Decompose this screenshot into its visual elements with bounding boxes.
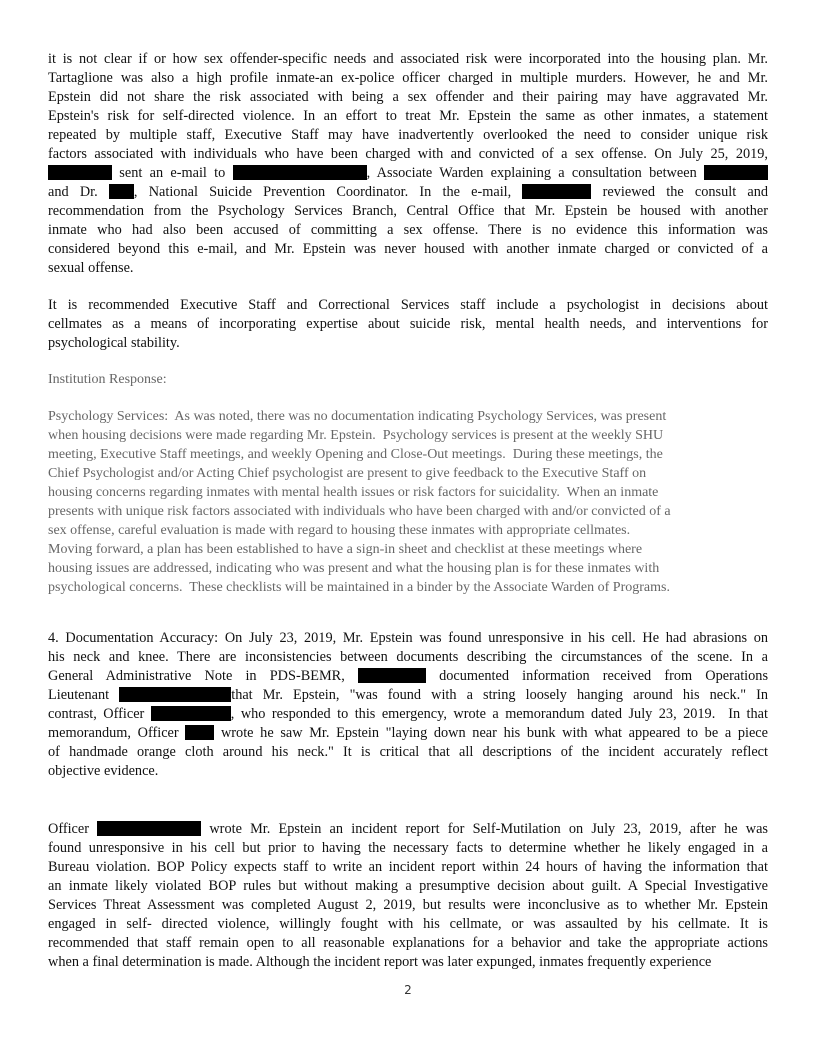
text-line [48,896,768,914]
text-line [48,629,768,647]
text-line [48,667,768,685]
text-line [48,88,768,106]
text-line [48,820,768,838]
text-line [48,427,768,445]
text-segment: engaged in self- directed violence, willingly fought with his cellmate, or was assaulted by his cellmate. It is [48,916,768,932]
text-segment: sex offense, careful evaluation is made with regard to housing these inmates with appropriate cellmates. [48,523,631,538]
text-segment: sexual offense. [48,260,134,276]
text-line [48,503,768,521]
text-segment: memorandum, Officer [48,725,179,741]
text-segment: recommendation from the Psychology Services Branch, Central Office that Mr. Epstein be housed with another [48,203,768,219]
text-line [48,560,768,578]
text-line [48,202,768,220]
redaction-box [151,706,231,721]
text-line [48,126,768,144]
text-segment: Epstein's risk for self-directed violence. In an effort to treat Mr. Epstein the same as other inmates, a statement [48,108,768,124]
text-line [48,705,768,723]
text-line [48,877,768,895]
text-line [48,221,768,239]
text-line [48,743,768,761]
text-segment: Lieutenant [48,687,110,703]
text-line [48,50,768,68]
text-segment: Chief Psychologist and/or Acting Chief psychologist are present to give feedback to the Executive Staff on [48,466,647,481]
text-line [48,446,768,464]
text-line [48,183,768,201]
text-line [48,259,768,277]
text-line [48,484,768,502]
text-line [48,334,768,352]
text-segment: housing concerns regarding inmates with mental health issues or risk factors for suicidality. When an inmate [48,485,659,500]
text-segment: , Associate Warden explaining a consultation between [366,165,697,181]
text-segment: It is recommended Executive Staff and Correctional Services staff include a psychologist in decisions about [48,297,768,313]
text-line [48,371,768,389]
text-line [48,934,768,952]
text-segment: Officer [48,821,90,837]
text-line [48,541,768,559]
text-line [48,953,768,971]
redaction-box [358,668,426,683]
text-line [48,408,768,426]
text-segment: objective evidence. [48,763,159,779]
text-line [48,915,768,933]
redaction-box [119,687,231,702]
text-segment: of handmade orange cloth around his neck." It is critical that all descriptions of the incident accurately reflect [48,744,768,760]
text-line [48,107,768,125]
text-segment: an inmate likely violated BOP rules but without making a presumptive decision about guilt. A Special Investigative [48,878,768,894]
text-segment: his neck and knee. There are inconsistencies between documents describing the circumstances of the scene. In a [48,649,768,665]
text-segment: Institution Response: [48,372,167,387]
text-line [48,145,768,163]
redaction-box [109,184,134,199]
text-line [48,686,768,704]
text-segment: found unresponsive in his cell but prior to having the necessary facts to determine whether he likely engaged in a [48,840,768,856]
text-segment: housing issues are addressed, indicating who was present and what the housing plan is for these inmates with [48,561,660,576]
redaction-box [704,165,768,180]
text-line [48,839,768,857]
text-segment: and Dr. [48,184,98,200]
text-segment: Moving forward, a plan has been established to have a sign-in sheet and checklist at these meetings where [48,542,643,557]
text-segment: Epstein did not share the risk associated with being a sex offender and their pairing may have aggravated Mr. [48,89,768,105]
text-segment: Services Threat Assessment was completed August 2, 2019, but results were inconclusive as to whether Mr. Epstein [48,897,768,913]
text-segment: psychological concerns. These checklists will be maintained in a binder by the Associate Warden of Programs. [48,580,670,595]
text-segment: reviewed the consult and [602,184,769,200]
text-segment: presents with unique risk factors associated with individuals who have been charged with and/or convicted of a [48,504,671,519]
text-segment: Bureau violation. BOP Policy expects staff to write an incident report within 24 hours of having the information that [48,859,768,875]
text-line [48,858,768,876]
redaction-box [97,821,201,836]
text-segment: wrote he saw Mr. Epstein "laying down near his bunk with what appeared to be a piece [220,725,768,741]
text-segment: cellmates as a means of incorporating expertise about suicide risk, mental health needs, and interventions for [48,316,768,332]
text-segment: meeting, Executive Staff meetings, and weekly Opening and Close-Out meetings. During these meetings, the [48,447,663,462]
text-line [48,315,768,333]
text-line [48,579,768,597]
page-number: 2 [404,983,412,997]
text-segment: repeated by multiple staff, Executive Staff may have inadvertently overlooked the need to consider unique risk [48,127,768,143]
text-line [48,522,768,540]
text-line [48,648,768,666]
text-segment: that Mr. Epstein, "was found with a string loosely hanging around his neck." In [231,687,768,703]
redaction-box [233,165,367,180]
text-segment: , who responded to this emergency, wrote a memorandum dated July 23, 2019. In that [230,706,768,722]
redaction-box [48,165,112,180]
text-line [48,762,768,780]
text-segment: recommended that staff remain open to all reasonable explanations for a behavior and take the appropriate actions [48,935,768,951]
text-segment: Tartaglione was also a high profile inmate-an ex-police officer charged in multiple murders. However, he and Mr. [48,70,768,86]
redaction-box [522,184,591,199]
redaction-box [185,725,214,740]
text-segment: inmate who had also been accused of committing a sex offense. There is no evidence this information was [48,222,768,238]
text-line [48,240,768,258]
text-segment: 4. Documentation Accuracy: On July 23, 2019, Mr. Epstein was found unresponsive in his cell. He had abrasions on [48,630,768,646]
text-segment: when housing decisions were made regarding Mr. Epstein. Psychology services is present at the weekly SHU [48,428,664,443]
text-segment: , National Suicide Prevention Coordinator. In the e-mail, [133,184,512,200]
text-segment: documented information received from Operations [439,668,769,684]
text-segment: psychological stability. [48,335,180,351]
text-segment: Psychology Services: As was noted, there was no documentation indicating Psychology Services, was present [48,409,667,424]
text-segment: contrast, Officer [48,706,145,722]
text-line [48,69,768,87]
text-segment: sent an e-mail to [119,165,226,181]
text-segment: wrote Mr. Epstein an incident report for Self-Mutilation on July 23, 2019, after he was [209,821,768,837]
text-segment: General Administrative Note in PDS-BEMR, [48,668,345,684]
text-segment: factors associated with individuals who have been charged with and convicted of a sex offense. On July 25, 2019, [48,146,768,162]
text-line [48,296,768,314]
text-line [48,724,768,742]
text-line [48,465,768,483]
text-segment: considered beyond this e-mail, and Mr. Epstein was never housed with another inmate charged or convicted of a [48,241,768,257]
text-segment: when a final determination is made. Although the incident report was later expunged, inmates frequently experience [48,954,712,970]
text-line [48,164,768,182]
text-segment: it is not clear if or how sex offender-specific needs and associated risk were incorporated into the housing plan. Mr. [48,51,768,67]
